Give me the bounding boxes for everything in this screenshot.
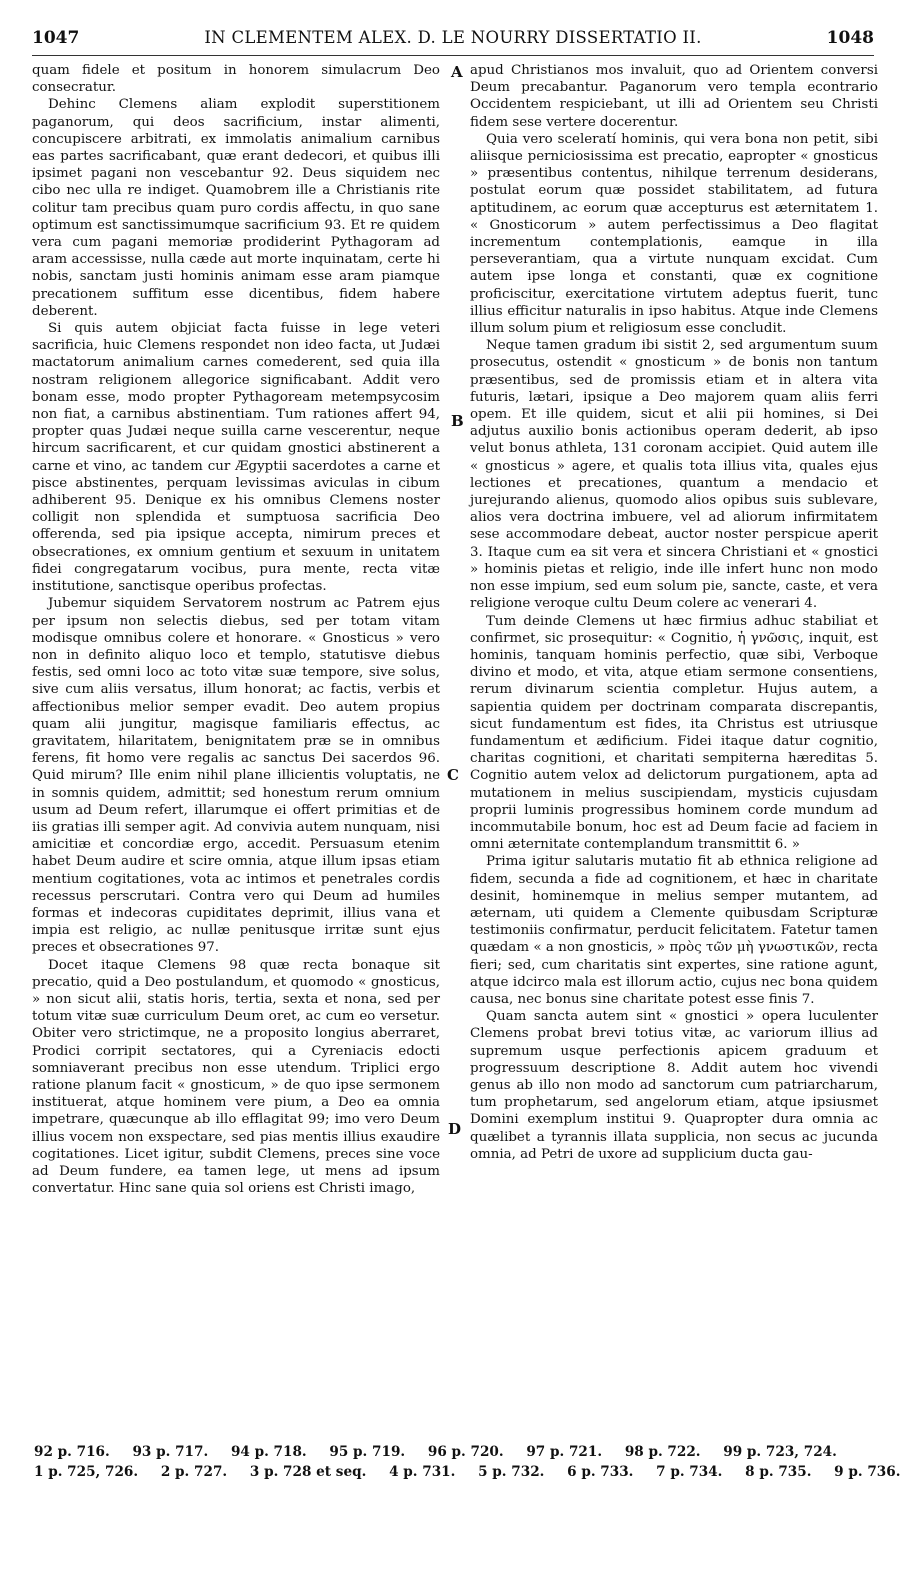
footnote: 97 p. 721. — [526, 1444, 603, 1460]
footnote: 4 p. 731. — [389, 1464, 456, 1480]
footnote: 92 p. 716. — [34, 1444, 110, 1460]
paragraph: Quam sancta autem sint « gnostici » opera luculenter Clemens probat brevi totius vitæ, ac variorum illius ad supremum usque perfectionis apicem graduum et progressuum descriptione 8. Addit autem hoc vivendi genus ab illo non modo ad sanctorum cum patriarcharum, tum prophetarum, sed angelorum etiam, atque ipsiusmet Domini exemplum institui 9. Quapropter dura omnia ac quælibet a tyrannis illata supplicia, non secus ac jucunda omnia, ad Petri de uxore ad supplicium ducta gau- — [470, 1009, 878, 1162]
paragraph: Docet itaque Clemens 98 quæ recta bonaque sit precatio, quid a Deo postulandum, et quomodo « gnosticus, » non sicut alii, statis horis, tertia, sexta et nona, sed per totum vitæ suæ curriculum Deum oret, ac cum eo versetur. Obiter vero strictimque, ne a proposito longius aberraret, Prodici corripit sectatores, qui a Cyreniacis edocti somniaverant precibus non esse utendum. Triplici ergo ratione planum facit « gnosticum, » de quo ipse sermonem instituerat, atque hominem vere pium, a Deo ea omnia impetrare, quæcunque ab illo efflagitat 99; imo vero Deum illius vocem non exspectare, sed pias mentis illius exaudire cogitationes. Licet igitur, subdit Clemens, preces sine voce ad Deum fundere, ea tamen lege, ut mens ad ipsum convertatur. Hinc sane quia sol oriens est Christi imago, — [32, 957, 440, 1197]
running-header — [32, 28, 874, 50]
footnote: 1 p. 725, 726. — [34, 1464, 139, 1480]
footnote: 93 p. 717. — [132, 1444, 209, 1460]
footnote: 9 p. 736. — [834, 1464, 901, 1480]
footnote: 5 p. 732. — [478, 1464, 545, 1480]
paragraph: Tum deinde Clemens ut hæc firmius adhuc stabiliat et confirmet, sic prosequitur: « Cognitio, ἡ γνῶσις, inquit, est hominis, tanquam hominis perfectio, quæ sibi, Verboque divino et modo, et vita, atque etiam sermone consentiens, rerum divinarum scientia completur. Hujus autem, a sapientia quidem per doctrinam comparata discrepantis, sicut fundamentum est fides, ita Christus est utriusque fundamentum et ædificium. Fidei itaque datur cognitio, charitas cognitioni, et charitati sempiterna hæreditas 5. Cognitio autem velox ad delictorum purgationem, apta ad mutationem in melius suscipiendam, mysticis cujusdam proprii luminis progressibus hominem corde mundum ad incommutabile bonum, hoc est ad Deum facie ad faciem in omni æternitate contemplandum transmittit 6. » — [470, 613, 878, 853]
footnotes — [34, 1442, 901, 1482]
margin-marker-b: B — [451, 412, 464, 430]
footnote: 8 p. 735. — [745, 1464, 812, 1480]
paragraph: Jubemur siquidem Servatorem nostrum ac Patrem ejus per ipsum non selectis diebus, sed per totam vitam modisque omnibus colere et honorare. « Gnosticus » vero non in definito aliquo loco et templo, statutisve diebus festis, sed omni loco ac toto vitæ suæ tempore, sive solus, sive cum aliis versatus, illum honorat; ac factis, verbis et affectionibus melior semper evadit. Deo autem propius quam alii jungitur, magisque familiaris effectus, ac gravitatem, hilaritatem, benignitatem præ se in omnibus ferens, fit homo vere regalis ac sanctus Dei sacerdos 96. Quid mirum? Ille enim nihil plane illicientis voluptatis, ne in somnis quidem, admittit; sed honestum rerum omnium usum ad Deum refert, illarumque ei offert primitias et de iis gratias illi semper agit. Ad convivia autem nunquam, nisi amicitiæ et concordiæ ergo, accedit. Persuasum etenim habet Deum audire et scire omnia, atque illum ipsas etiam mentium cogitationes, vota ac intimos et penetrales cordis recessus perscrutari. Contra vero qui Deum ad humiles formas et indecoras cupiditates deprimit, illius vana et impia est religio, ac nullæ penitusque irritæ sunt ejus preces et obsecrationes 97. — [32, 596, 441, 956]
paragraph: Prima igitur salutaris mutatio fit ab ethnica religione ad fidem, secunda a fide ad cognitionem, et hæc in charitate desinit, hominemque in melius semper mutantem, ad æternam, uti quidem a Clemente quibusdam Scripturæ testimoniis confirmatur, perducit felicitatem. Fatetur tamen quædam « a non gnosticis, » πρὸς τῶν μὴ γνωστικῶν, recta fieri; sed, cum charitatis sint expertes, sine ratione agunt, atque idcirco mala est illorum actio, cujus nec bona quidem causa, nec bonus sine charitate potest esse finis 7. — [470, 854, 878, 1007]
footnote: 98 p. 722. — [624, 1444, 701, 1460]
page-number-left: 1047 — [32, 28, 80, 48]
left-column — [32, 62, 440, 1197]
footnote: 99 p. 723, 724. — [723, 1444, 837, 1460]
footnote-line-2 — [34, 1462, 901, 1482]
footnote: 95 p. 719. — [329, 1444, 406, 1460]
header-rule — [32, 55, 874, 56]
margin-marker-a: A — [451, 63, 463, 81]
paragraph: quam fidele et positum in honorem simulacrum Deo consecratur. — [32, 63, 440, 96]
running-title: IN CLEMENTEM ALEX. D. LE NOURRY DISSERTATIO II. — [204, 28, 702, 47]
paragraph: Dehinc Clemens aliam explodit superstitionem paganorum, qui deos sacrificium, instar alimenti, concupiscere arbitrati, ex immolatis animalium carnibus eas partes sacrificabant, quæ erant dedecori, et quibus illi ipsimet pagani non vescebantur 92. Deus siquidem nec cibo nec ulla re indiget. Quamobrem ille a Christianis rite colitur tam precibus quam puro cordis affectu, in quo sane optimum est sanctissimumque sacrificium 93. Et re quidem vera cum pagani memoriæ prodiderint Pythagoram ad aram accessisse, nulla cæde aut morte inquinatam, certe hi nobis, sanctam justi hominis animam esse aram piamque precationem suffitum esse dicentibus, fidem habere deberent. — [32, 97, 440, 319]
paragraph: Si quis autem objiciat facta fuisse in lege veteri sacrificia, huic Clemens respondet non ideo facta, ut Judæi mactatorum animalium carnes comederent, sed quia illa nostram religionem allegorice significabant. Addit vero bonam esse, modo propter Pythagoream metempsycosim non fiat, a carnibus abstinentiam. Tum rationes affert 94, propter quas Judæi neque suilla carne vescerentur, neque hircum sacrificarent, et cur quidam gnostici abstinerent a carne et vino, ac tandem cur Ægyptii sacerdotes a carne et pisce abstinentes, perquam levissimas aviculas in cibum adhiberent 95. Denique ex his omnibus Clemens noster colligit non splendida et sumptuosa sacrificia Deo offerenda, sed pia ipsique accepta, nimirum preces et obsecrationes, ex omnium gentium et sexuum in unitatem fidei congregatarum vocibus, pura mente, recta vitæ institutione, sanctisque operibus profectas. — [32, 321, 440, 595]
footnote: 2 p. 727. — [160, 1464, 228, 1480]
right-column — [470, 62, 878, 1163]
margin-marker-d: D — [448, 1120, 462, 1138]
paragraph: apud Christianos mos invaluit, quo ad Orientem conversi Deum precabantur. Paganorum vero templa econtrario Occidentem respiciebant, ut illi ad Orientem seu Christi fidem sese vertere docerentur. — [470, 63, 878, 130]
footnote-line-1 — [34, 1442, 874, 1462]
margin-marker-c: C — [447, 766, 459, 784]
footnote: 6 p. 733. — [567, 1464, 634, 1480]
footnote: 3 p. 728 et seq. — [249, 1464, 367, 1480]
page-number-right: 1048 — [826, 28, 874, 48]
footnote: 96 p. 720. — [427, 1444, 504, 1460]
paragraph: Quia vero sceleratí hominis, qui vera bona non petit, sibi aliisque perniciosissima est precatio, eapropter « gnosticus » præsentibus contentus, nihilque terrenum desiderans, postulat eorum quæ possidet stabilitatem, ad futura aptitudinem, ac eorum quæ accepturus est æternitatem 1. « Gnosticorum » autem perfectissimus a Deo flagitat incrementum contemplationis, eamque in illa perseverantiam, qua a virtute nunquam excidat. Cum autem ipse longa et constanti, quæ ex cognitione proficiscitur, exercitatione virtutem adeptus fuerit, tunc illius efficitur naturalis in ipso habitus. Atque inde Clemens illum solum pium et religiosum esse concludit. — [470, 131, 878, 337]
footnote: 94 p. 718. — [230, 1444, 307, 1460]
paragraph: Neque tamen gradum ibi sistit 2, sed argumentum suum prosecutus, ostendit « gnosticum » de bonis non tantum præsentibus, sed de promissis etiam et in altera vita futuris, lætari, ipsique a Deo majorem quam aliis ferri opem. Et ille quidem, sicut et alii pii homines, si Dei adjutus auxilio bonis actionibus operam dederit, ab ipso velut bonus athleta, 131 coronam accipiet. Quid autem ille « gnosticus » agere, et qualis tota illius vita, quales ejus lectiones et precationes, quantum a mendacio et jurejurando alienus, quomodo alios opibus suis sublevare, alios vera doctrina imbuere, vel ad aliorum infirmitatem sese accommodare debeat, auctor noster perspicue aperit 3. Itaque cum ea sit vera et sincera Christiani et « gnostici » hominis pietas et religio, inde ille infert hunc non modo non esse impium, sed eum solum pie, sancte, caste, et vera religione veroque cultu Deum colere ac venerari 4. — [470, 338, 878, 612]
footnote: 7 p. 734. — [656, 1464, 723, 1480]
